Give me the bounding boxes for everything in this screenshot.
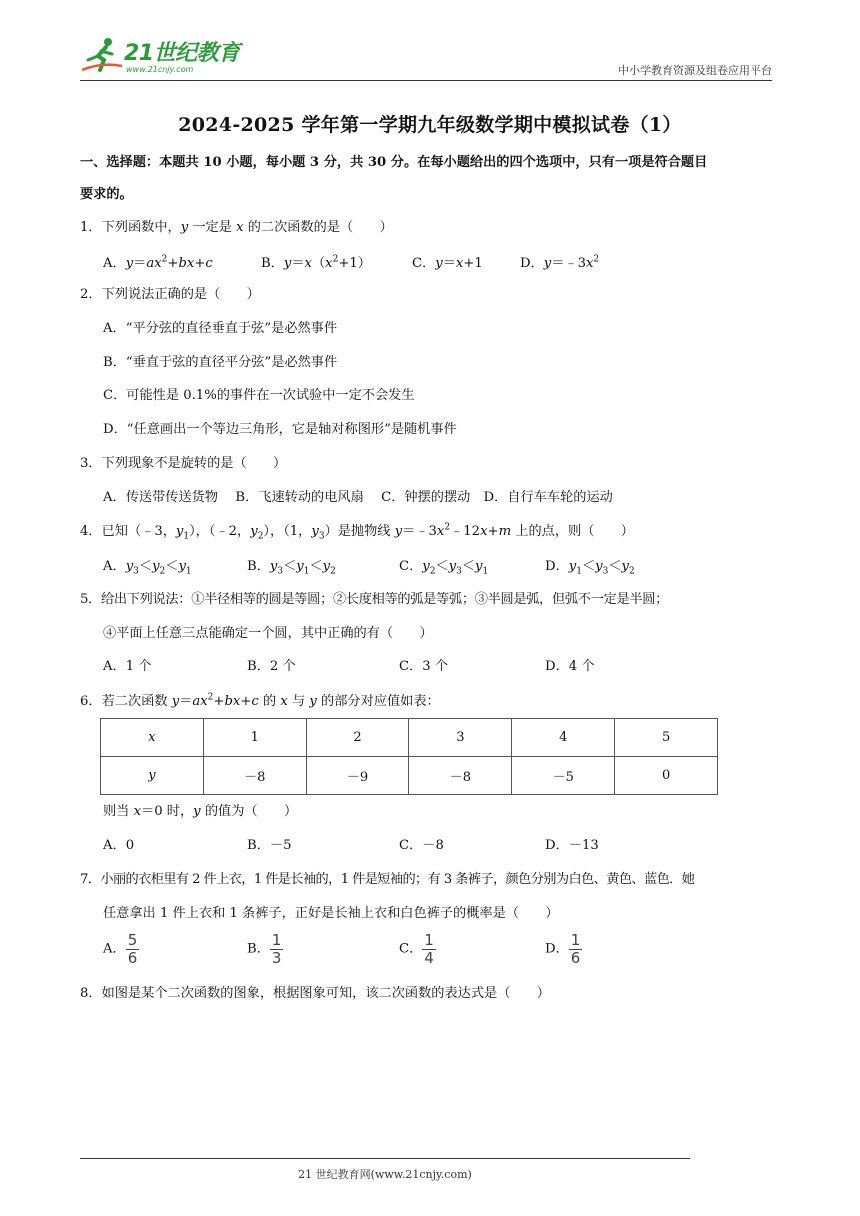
question-1-option-a: A．$y=ax^2+bx+c$ bbox=[103, 254, 213, 271]
table-cell: 5 bbox=[615, 719, 718, 757]
question-7-option-b bbox=[247, 933, 283, 966]
option-label: B． bbox=[247, 941, 270, 957]
fraction bbox=[569, 933, 583, 966]
table-cell: 1 bbox=[203, 719, 306, 757]
question-3-stem: 3．下列现象不是旋转的是（ ） bbox=[80, 456, 287, 471]
question-1-option-b: B．$y=x(x^2+1)$ bbox=[261, 254, 371, 271]
question-4-option-d: D．$y_1<y_3<y_2$ bbox=[545, 559, 635, 577]
question-7-line1: 7．小丽的衣柜里有 2 件上衣，1 件是长袖的，1 件是短袖的；有 3 条裤子，颜色分别为白色、黄色、蓝色．她 bbox=[80, 872, 695, 887]
table-cell: 0 bbox=[615, 757, 718, 795]
platform-label: 中小学教育资源及组卷应用平台 bbox=[618, 64, 772, 77]
fraction bbox=[422, 933, 436, 966]
question-4-option-c: C．$y_2<y_3<y_1$ bbox=[399, 559, 489, 577]
question-3-options: A．传送带传送货物 B．飞速转动的电风扇 C．钟摆的摆动 D．自行车车轮的运动 bbox=[103, 490, 613, 505]
fraction-denominator: 4 bbox=[424, 949, 434, 967]
table-cell: 2 bbox=[306, 719, 409, 757]
question-5-option-a: A．1 个 bbox=[103, 659, 152, 674]
table-cell: 4 bbox=[512, 719, 615, 757]
option-label: C． bbox=[399, 941, 423, 957]
fraction-numerator: 1 bbox=[424, 931, 434, 949]
question-4-option-a: A．$y_3<y_2<y_1$ bbox=[103, 559, 192, 577]
question-5-option-b: B．2 个 bbox=[247, 659, 296, 674]
value-table bbox=[100, 718, 718, 795]
question-8-stem: 8．如图是某个二次函数的图象，根据图象可知，该二次函数的表达式是（ ） bbox=[80, 986, 550, 1001]
fraction-denominator: 3 bbox=[271, 949, 282, 967]
table-cell: y bbox=[101, 757, 204, 795]
question-7-option-c bbox=[399, 933, 436, 966]
section-instructions-line2: 要求的。 bbox=[80, 187, 133, 202]
table-cell: x bbox=[101, 719, 204, 757]
question-4-stem: 4．已知（﹣3，$y_1$），（﹣2，$y_2$），（1，$y_3$）是抛物线 $y=﹣3x^2﹣12x+m$ 上的点，则（ ） bbox=[80, 522, 634, 542]
logo-text: 21世纪教育 bbox=[124, 41, 240, 66]
question-1-option-c: C．y＝x+1 bbox=[412, 256, 483, 271]
question-5-line2: ④平面上任意三点能确定一个圆，其中正确的有（ ） bbox=[103, 626, 433, 641]
footer-text: 21 世纪教育网(www.21cnjy.com) bbox=[298, 1168, 472, 1181]
question-5-option-d: D．4 个 bbox=[545, 659, 595, 674]
table-cell: 3 bbox=[409, 719, 512, 757]
option-label: A． bbox=[103, 941, 126, 957]
table-row-x bbox=[101, 719, 718, 757]
site-logo bbox=[80, 36, 240, 80]
section-instructions-line1: 一、选择题：本题共 10 小题，每小题 3 分，共 30 分。在每小题给出的四个选项中，只有一项是符合题目 bbox=[80, 155, 708, 170]
question-7-line2: 任意拿出 1 件上衣和 1 条裤子，正好是长袖上衣和白色裤子的概率是（ ） bbox=[103, 906, 559, 921]
table-cell: －9 bbox=[306, 757, 409, 795]
question-6-question: 则当 x＝0 时，y 的值为（ ） bbox=[103, 804, 298, 819]
fraction-numerator: 1 bbox=[570, 931, 581, 949]
question-2-option-d: D．“任意画出一个等边三角形，它是轴对称图形”是随机事件 bbox=[103, 422, 457, 437]
question-4-option-b: B．$y_3<y_1<y_2$ bbox=[247, 559, 336, 577]
question-6-option-d: D．－13 bbox=[545, 838, 599, 853]
question-5-option-c: C．3 个 bbox=[399, 659, 449, 674]
table-cell: －8 bbox=[409, 757, 512, 795]
question-5-line1: 5．给出下列说法：①半径相等的圆是等圆；②长度相等的弧是等弧；③半圆是弧，但弧不一定是半圆； bbox=[80, 592, 669, 607]
runner-icon bbox=[80, 36, 124, 76]
question-7-option-a bbox=[103, 933, 139, 966]
question-1-stem: 1．下列函数中，y 一定是 x 的二次函数的是（ ） bbox=[80, 220, 393, 235]
question-2-stem: 2．下列说法正确的是（ ） bbox=[80, 287, 260, 302]
question-6-option-a: A．0 bbox=[103, 838, 135, 853]
exam-title: 2024-2025 学年第一学期九年级数学期中模拟试卷（1） bbox=[178, 114, 682, 136]
table-row-y bbox=[101, 757, 718, 795]
header-divider bbox=[80, 80, 772, 81]
table-cell: －5 bbox=[512, 757, 615, 795]
table-cell: －8 bbox=[203, 757, 306, 795]
question-7-option-d bbox=[545, 933, 582, 966]
footer-divider bbox=[80, 1158, 690, 1159]
fraction bbox=[270, 933, 284, 966]
fraction-denominator: 6 bbox=[127, 949, 138, 967]
fraction bbox=[126, 933, 140, 966]
fraction-numerator: 5 bbox=[127, 931, 138, 949]
question-6-option-c: C．－8 bbox=[399, 838, 444, 853]
option-label: D． bbox=[545, 941, 569, 957]
logo-url: www.21cnjy.com bbox=[126, 65, 194, 74]
question-2-option-b: B．“垂直于弦的直径平分弦”是必然事件 bbox=[103, 355, 338, 370]
fraction-numerator: 1 bbox=[271, 931, 282, 949]
question-6-option-b: B．－5 bbox=[247, 838, 292, 853]
question-2-option-a: A．“平分弦的直径垂直于弦”是必然事件 bbox=[103, 321, 338, 336]
question-1-option-d: D．$y=﹣3x^2$ bbox=[520, 254, 600, 271]
fraction-denominator: 6 bbox=[570, 949, 581, 967]
question-6-stem: 6．若二次函数 $y=ax^2+bx+c$ 的 x 与 y 的部分对应值如表： bbox=[80, 692, 440, 709]
question-2-option-c: C．可能性是 0.1%的事件在一次试验中一定不会发生 bbox=[103, 388, 415, 403]
